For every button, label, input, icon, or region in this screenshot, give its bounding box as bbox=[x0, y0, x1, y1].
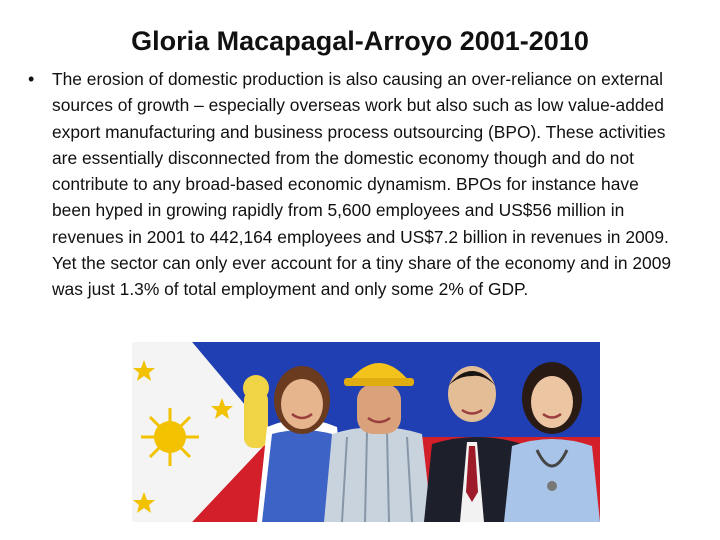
workers-flag-illustration bbox=[132, 342, 600, 522]
workers-flag-photo bbox=[132, 342, 600, 522]
slide-title: Gloria Macapagal-Arroyo 2001-2010 bbox=[131, 26, 589, 56]
bullet-paragraph bbox=[28, 66, 688, 303]
bullet-marker: • bbox=[28, 69, 35, 89]
body-text: The erosion of domestic production is also causing an over-reliance on external sources of growth – especially overseas work but also such as low value-added export manufacturing and business process outsourcing (BPO). These activities are essentially disconnected from the domestic economy though and do not contribute to any broad-based economic dynamism. BPOs for instance have been hyped in growing rapidly from 5,600 employees and US$56 million in revenues in 2001 to 442,164 employees and US$7.2 billion in revenues in 2009. Yet the sector can only ever account for a tiny share of the economy and in 2009 was just 1.3% of total employment and only some 2% of GDP. bbox=[52, 69, 672, 300]
